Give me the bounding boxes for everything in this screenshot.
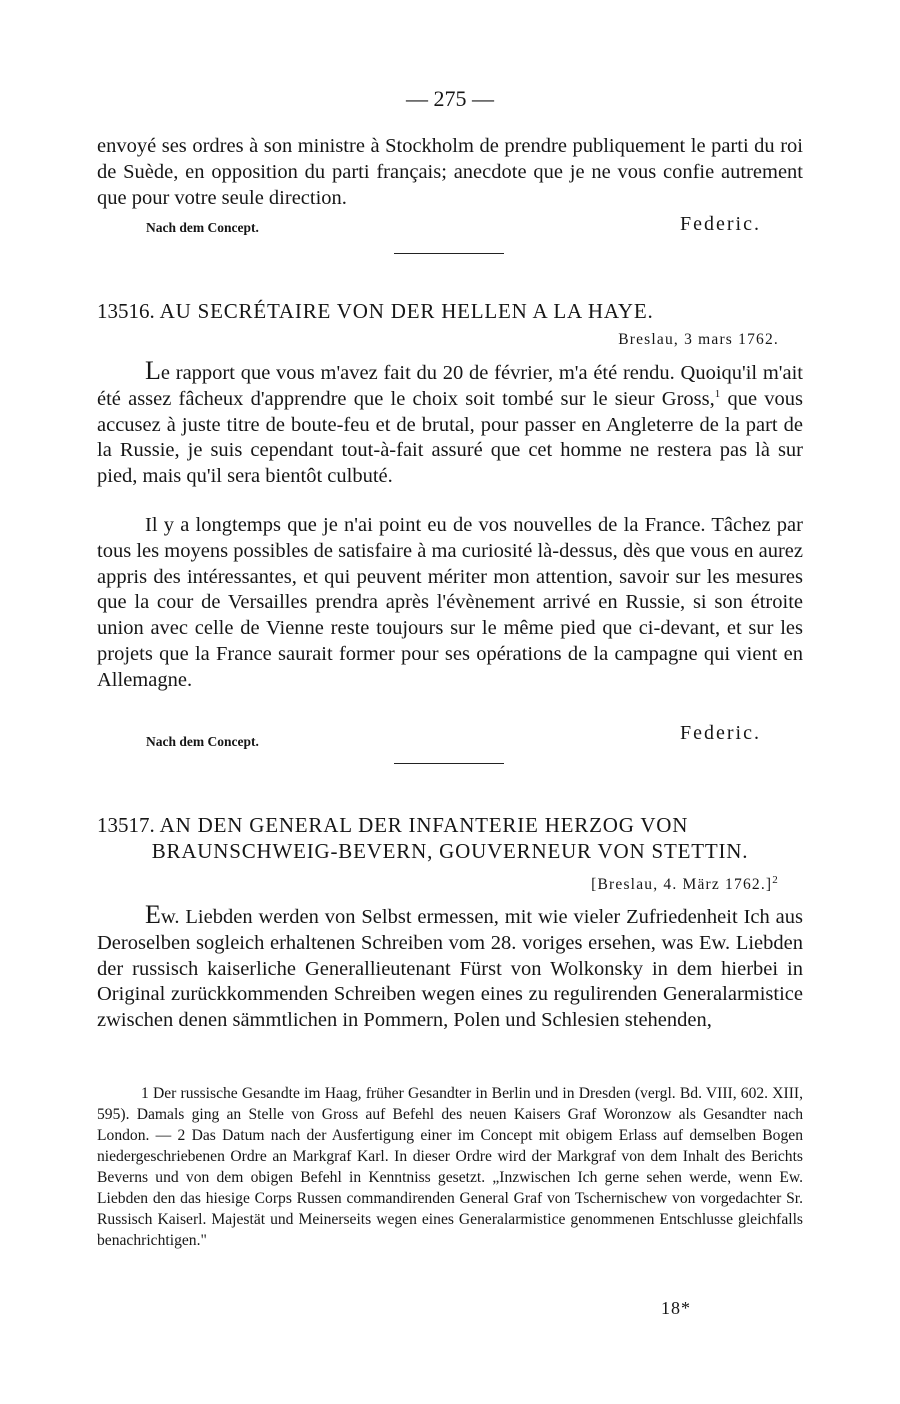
letter-paragraph: Le rapport que vous m'avez fait du 20 de février, m'a été rendu. Quoiqu'il m'ait été assez fâcheux d'apprendre que le choix soit tombé sur le sieur Gross,$^1$ que vous accusez à juste titre de boute-feu et de brutal, pour passer en Angleterre de la part de la Russie, je suis cependant tout-à-fait assuré que cet homme ne restera pas là sur pied, mais qu'il sera bientôt culbuté. (97, 356, 803, 488)
dateline: Breslau, 3 mars 1762. (618, 331, 779, 348)
initial-letter: L (145, 356, 161, 385)
footnote-marker: 1 (141, 1085, 149, 1102)
letter-heading (97, 812, 803, 864)
letter-title-continued: BRAUNSCHWEIG-BEVERN, GOUVERNEUR VON STETTIN. (151, 839, 749, 863)
footnote-marker: 2 (772, 873, 779, 886)
initial-letter: E (145, 900, 161, 929)
footnote-2: Das Datum nach der Ausfertigung einer im Concept mit obigem Erlass auf demselben Bogen niedergeschriebenen Ordre an Markgraf Karl. In dieser Ordre wird der Markgraf von dem Inhalt des Berichts Beverns und von dem obigen Befehl in Kenntniss gesetzt. (97, 1127, 803, 1186)
source-note: Nach dem Concept. (146, 734, 259, 749)
signature-mark: 18* (661, 1298, 691, 1318)
carryover-paragraph: envoyé ses ordres à son ministre à Stockholm de prendre publiquement le parti du roi de Suède, en opposition du parti français; anecdote que je ne vous confie autrement que pour votre seule direction. (97, 135, 803, 209)
source-note: Nach dem Concept. (146, 220, 259, 235)
signature: Federic. (680, 213, 761, 235)
page-number: — 275 — (406, 86, 494, 111)
letter-paragraph: Ew. Liebden werden von Selbst ermessen, mit wie vieler Zufriedenheit Ich aus Deroselben sogleich erhaltenen Schreiben vom 28. voriges ersehen, was Ew. Liebden der russisch kaiserliche Generallieutenant Fürst von Wolkonsky in dem hierbei in Original zurückkommenden Schreiben wegen eines zu regulirenden Generalarmistice zwischen denen sämmtlichen in Pommern, Polen und Schlesien stehenden, (97, 900, 803, 1032)
footnote-marker: 1 (714, 387, 721, 400)
footnote-2-quote: „Inzwischen Ich gerne sehen werde, wenn Ew. Liebden den das hiesige Corps Russen commandirenden General Graf von Tschernischew von vorgedachter Sr. Russisch Kaiserl. Majestät und Meinerseits wegen eines Generalarmistice genommenen Entschlusse gleichfalls benachrichtigen." (97, 1169, 803, 1249)
letter-title: AN DEN GENERAL DER INFANTERIE HERZOG VON (159, 813, 689, 837)
section-divider (394, 763, 504, 764)
letter-heading (97, 298, 803, 324)
letter-number: 13516. (97, 299, 155, 323)
letter-title: AU SECRÉTAIRE VON DER HELLEN A LA HAYE. (159, 299, 654, 323)
footnote-1: Der russische Gesandte im Haag, früher Gesandter in Berlin und in Dresden (vergl. Bd. VIII, 602. XIII, 595). Damals ging an Stelle von Gross auf Befehl des neuen Kaisers Graf Woronzow als Gesandter nach London. — (97, 1085, 803, 1144)
signature: Federic. (680, 722, 761, 744)
section-divider (394, 253, 504, 254)
letter-number: 13517. (97, 813, 155, 837)
footnotes (97, 1083, 803, 1251)
footnote-marker: 2 (177, 1127, 186, 1144)
dateline: [Breslau, 4. März 1762.]$^2$ (591, 873, 779, 893)
letter-paragraph: Il y a longtemps que je n'ai point eu de vos nouvelles de la France. Tâchez par tous les moyens possibles de satisfaire à ma curiosité là-dessus, dès que vous en aurez appris des intéressantes, et qui peuvent mériter mon attention, savoir sur les mesures que la cour de Versailles prendra après l'évènement arrivé en Russie, si son étroite union avec celle de Vienne reste toujours sur le même pied que ci-devant, et sur les projets que la France saurait former pour ses opérations de la campagne qui vient en Allemagne. (97, 514, 803, 691)
